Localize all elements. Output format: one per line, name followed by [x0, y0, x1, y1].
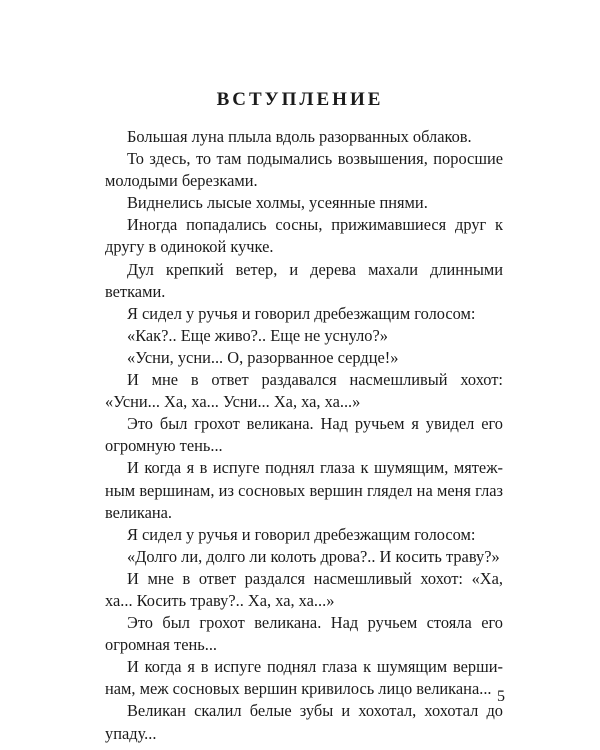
paragraph: «Как?.. Еще живо?.. Еще не уснуло?»	[127, 325, 388, 345]
paragraph: И когда я в испуге поднял глаза к шумящим, мятежным вершинам, из сосновых вершин глядел на меня глаз великана.	[105, 458, 503, 522]
chapter-body	[105, 126, 503, 745]
paragraph: Это был грохот великана. Над ручьем стояла его огромная тень...	[105, 613, 503, 655]
paragraph: Иногда попадались сосны, прижимавшиеся друг к другу в одинокой кучке.	[105, 215, 503, 257]
page-number: 5	[497, 688, 505, 705]
paragraph: Я сидел у ручья и говорил дребезжащим голосом:	[127, 303, 476, 323]
paragraph: Я сидел у ручья и говорил дребезжащим голосом:	[127, 524, 476, 544]
paragraph: Великан скалил белые зубы и хохотал, хохотал до упаду...	[105, 701, 503, 743]
paragraph: Это был грохот великана. Над ручьем я увидел его огромную тень...	[105, 414, 503, 456]
paragraph: Виднелись лысые холмы, усеянные пнями.	[127, 193, 428, 213]
paragraph: «Долго ли, долго ли колоть дрова?.. И косить траву?»	[127, 546, 500, 566]
paragraph: Большая луна плыла вдоль разорванных облаков.	[127, 127, 472, 146]
paragraph: И мне в ответ раздавался насмешливый хохот: «Усни... Ха, ха... Усни... Ха, ха, ха...»	[105, 370, 503, 412]
paragraph: «Усни, усни... О, разорванное сердце!»	[127, 347, 399, 367]
paragraph: И когда я в испуге поднял глаза к шумящим вершинам, меж сосновых вершин кривилось лицо великана...	[105, 657, 503, 699]
paragraph: И мне в ответ раздался насмешливый хохот: «Ха, ха... Косить траву?.. Ха, ха, ха...»	[105, 568, 503, 610]
paragraph: То здесь, то там подымались возвышения, поросшие молодыми березками.	[105, 149, 503, 191]
paragraph: Дул крепкий ветер, и дерева махали длинными ветками.	[105, 259, 503, 301]
chapter-title: ВСТУПЛЕНИЕ	[216, 89, 384, 110]
